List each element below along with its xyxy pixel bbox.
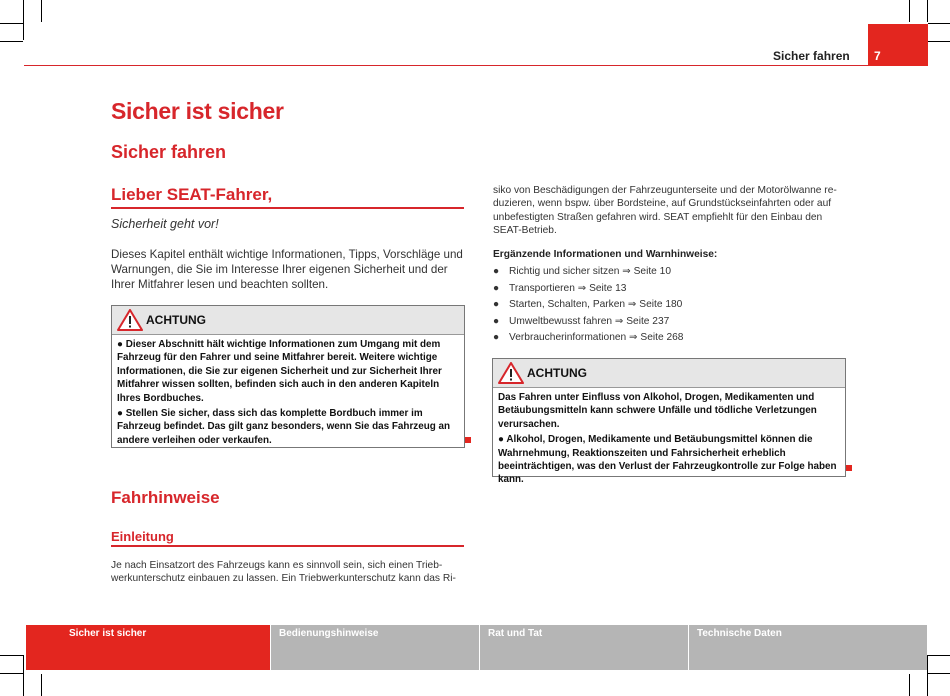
greeting-heading: Lieber SEAT-Fahrer, — [111, 185, 273, 204]
crop-mark — [23, 655, 24, 696]
page-number-box — [868, 24, 928, 66]
tab-label: Rat und Tat — [488, 628, 543, 639]
warning-item: ● Stellen Sie sicher, dass sich das komplette Bordbuch immer im Fahrzeug befindet. Das gilt ganz besonders, wenn Sie das Fahrzeug an andere verleihen oder verkaufen. — [117, 408, 451, 446]
text-line: werkunterschutz einbauen zu lassen. Ein Triebwerkunterschutz kann das Ri- — [111, 573, 456, 585]
reference-link[interactable]: ● Richtig und sicher sitzen ⇒ Seite 10 — [493, 266, 671, 277]
section-end-marker — [846, 465, 852, 471]
reference-text: Starten, Schalten, Parken ⇒ Seite 180 — [509, 299, 683, 311]
reference-link[interactable]: ● Transportieren ⇒ Seite 13 — [493, 282, 627, 294]
section-heading: Fahrhinweise — [111, 488, 220, 507]
reference-link[interactable]: ● Umweltbewusst fahren ⇒ Seite 237 — [493, 315, 670, 327]
tagline: Sicherheit geht vor! — [111, 217, 219, 231]
reference-text: Umweltbewusst fahren ⇒ Seite 237 — [509, 315, 670, 327]
text-line: Je nach Einsatzort des Fahrzeugs kann es sinnvoll sein, sich einen Trieb- — [111, 560, 443, 571]
text-line: duzieren, wenn bspw. über Bordsteine, auf Grundstückseinfahrten oder auf — [493, 198, 832, 210]
text-line: unbefestigten Straßen gefahren wird. SEAT empfiehlt für den Einbau den — [493, 211, 823, 223]
warning-body — [493, 388, 845, 493]
subsection-heading: Einleitung — [111, 529, 174, 544]
header-rule — [24, 65, 868, 66]
warning-label: ACHTUNG — [146, 313, 206, 327]
subsection-rule — [111, 545, 464, 547]
page-number: 7 — [874, 49, 881, 63]
section-paragraph-part1 — [111, 559, 466, 586]
warning-header — [112, 306, 464, 335]
tab-label: Bedienungshinweise — [279, 628, 379, 639]
section-paragraph-part2 — [493, 184, 853, 237]
page-title: Sicher ist sicher — [111, 98, 284, 124]
reference-link[interactable]: ● Starten, Schalten, Parken ⇒ Seite 180 — [493, 299, 683, 311]
reference-list — [493, 264, 683, 347]
section-end-marker — [465, 437, 471, 443]
tab-label: Technische Daten — [697, 628, 782, 639]
extra-info-heading: Ergänzende Informationen und Warnhinweise: — [493, 249, 718, 260]
tab-label: Sicher ist sicher — [69, 628, 147, 639]
section-title: Sicher fahren — [111, 142, 227, 162]
warning-body — [112, 335, 464, 453]
warning-box-1 — [111, 305, 465, 448]
crop-mark — [909, 674, 910, 696]
warning-item: ● Alkohol, Drogen, Medikamente und Betäubungsmittel können die Wahrnehmung, Reaktionszeiten und Fahrsicherheit erheblich beeinträchtigen, was den Verlust der Fahrzeugkontrolle zur Folge haben kann. — [498, 434, 837, 486]
intro-paragraph: Dieses Kapitel enthält wichtige Informationen, Tipps, Vorschläge und Warnungen, die Sie im Interesse Ihrer eigenen Sicherheit und der Ihrer Mitfahrer lesen und beachten sollten. — [111, 248, 463, 291]
text-line: siko von Beschädigungen der Fahrzeugunterseite und der Motorölwanne re- — [493, 185, 837, 196]
tab-sicher-ist-sicher[interactable] — [26, 625, 270, 670]
warning-box-2 — [492, 358, 846, 486]
crop-mark — [41, 674, 42, 696]
reference-link[interactable]: ● Verbraucherinformationen ⇒ Seite 268 — [493, 332, 684, 344]
text-line: SEAT-Betrieb. — [493, 224, 557, 236]
crop-mark — [0, 673, 23, 674]
tab-bedienungshinweise[interactable] — [271, 625, 479, 670]
crop-mark — [927, 655, 928, 696]
warning-triangle-icon — [117, 309, 143, 331]
warning-triangle-icon — [498, 362, 524, 384]
reference-text: Verbraucherinformationen ⇒ Seite 268 — [509, 332, 684, 344]
crop-mark — [928, 673, 950, 674]
reference-text: Transportieren ⇒ Seite 13 — [509, 282, 627, 294]
reference-text: Richtig und sicher sitzen ⇒ Seite 10 — [509, 266, 671, 277]
warning-item: Das Fahren unter Einfluss von Alkohol, Drogen, Medikamenten und Betäubungsmitteln kann schwere Unfälle und tödliche Verletzungen verursachen. — [498, 392, 817, 430]
header-section-title: Sicher fahren — [773, 49, 850, 63]
warning-item: ● Dieser Abschnitt hält wichtige Informationen zum Umgang mit dem Fahrzeug für den Fahrer und seine Mitfahrer bereit. Weitere wichtige Informationen, die Sie zur eigenen Sicherheit und zur Sicherheit Ihrer Mitfahrer wissen sollten, befinden sich auch in den anderen Kapiteln Ihres Bordbuches. — [117, 339, 442, 404]
heading-rule — [111, 207, 464, 209]
tab-technische-daten[interactable] — [689, 625, 927, 670]
crop-mark — [928, 655, 950, 656]
warning-label: ACHTUNG — [527, 366, 587, 380]
crop-mark — [0, 655, 23, 656]
warning-header — [493, 359, 845, 388]
tab-rat-und-tat[interactable] — [480, 625, 688, 670]
running-header — [0, 0, 950, 70]
